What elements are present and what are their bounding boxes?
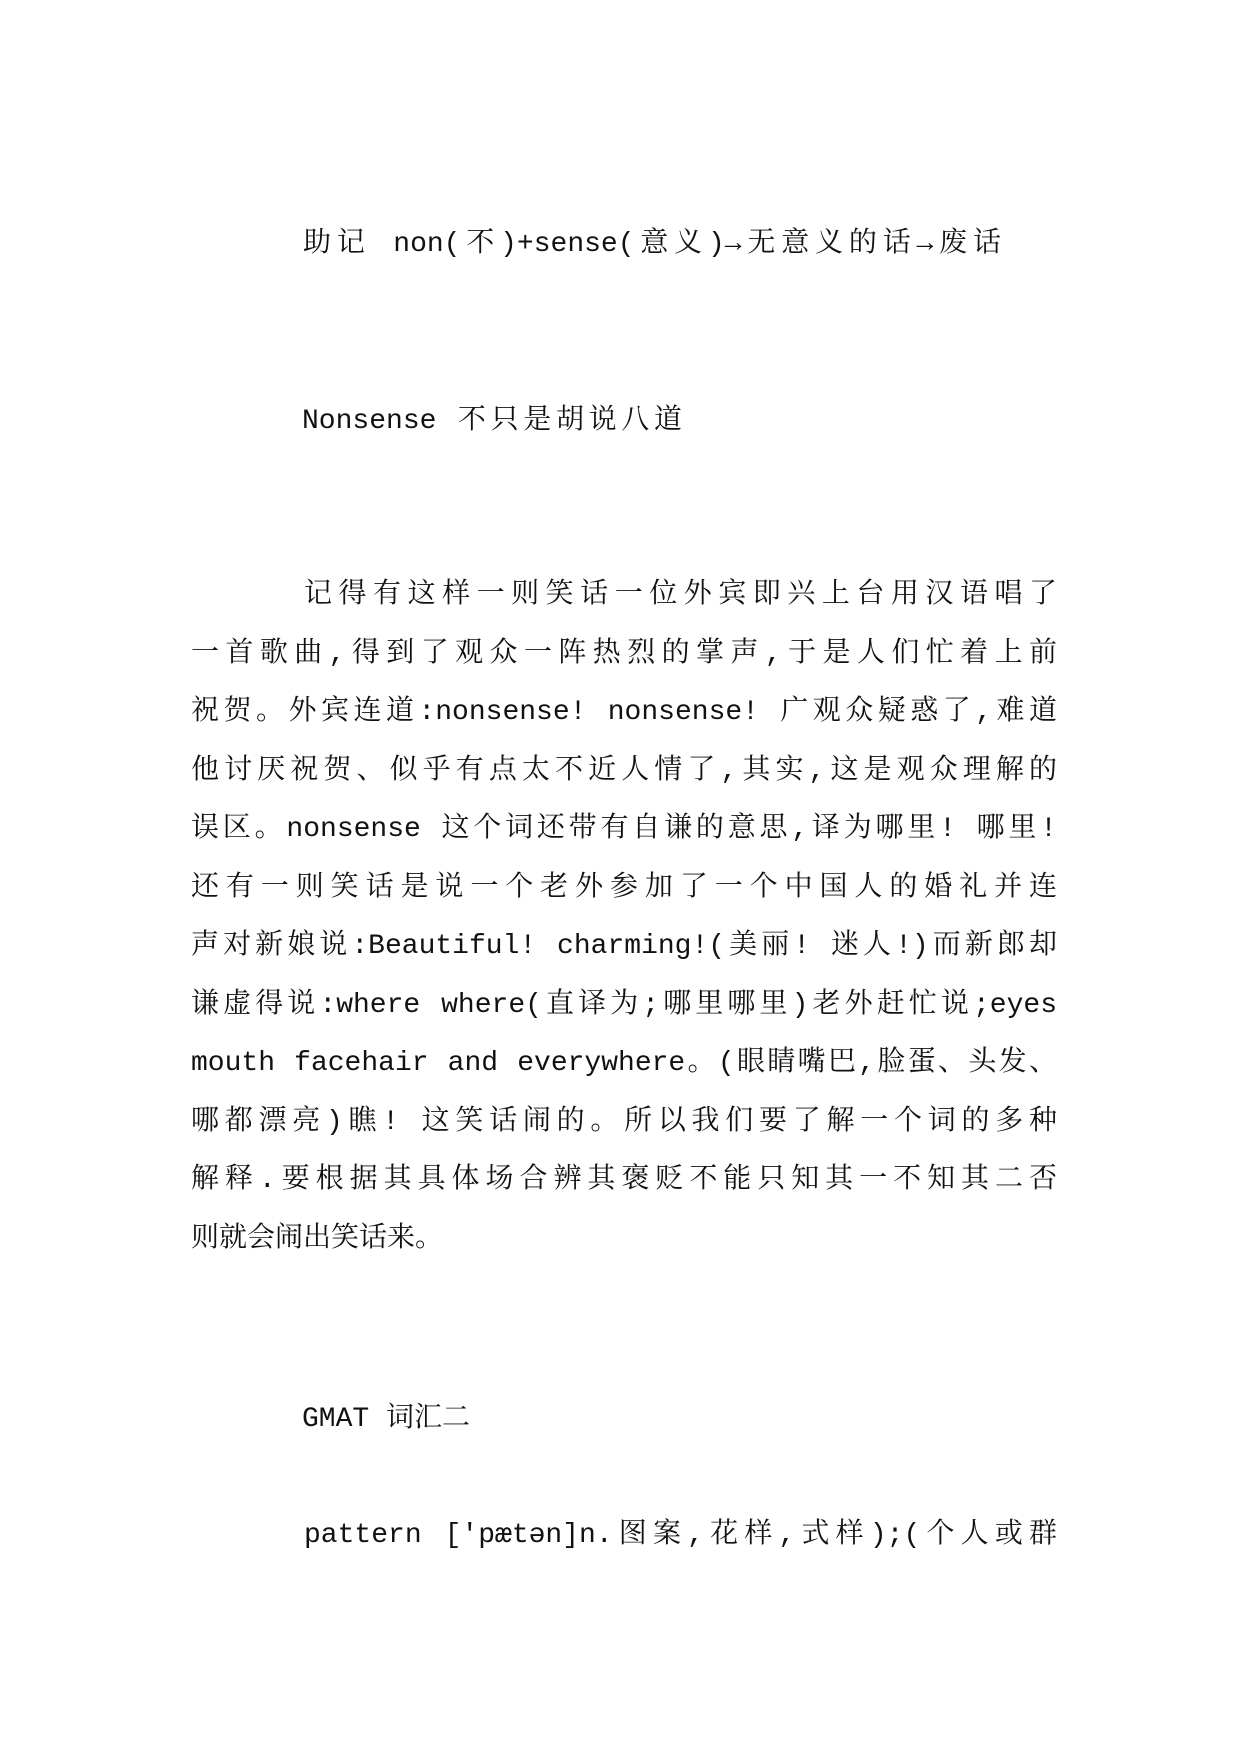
mnemonic-line: 助记 non(不)+sense(意义)→无意义的话→废话 [303,229,1001,260]
section-heading: Nonsense 不只是胡说八道 [302,406,682,437]
paragraph-line: 则就会闹出笑话来。 [191,1223,444,1255]
paragraph-line: 哪都漂亮)瞧! 这笑话闹的。所以我们要了解一个词的多种 [191,1106,1057,1138]
paragraph-line: mouth facehair and everywhere。(眼睛嘴巴,脸蛋、头发、 [191,1048,1057,1079]
paragraph-line: 解释.要根据其具体场合辨其褒贬不能只知其一不知其二否 [191,1165,1057,1196]
paragraph-line: 误区。nonsense 这个词还带有自谦的意思,译为哪里! 哪里! [191,814,1057,845]
paragraph-line: 记得有这样一则笑话一位外宾即兴上台用汉语唱了 [304,580,1057,611]
story-paragraph [191,567,1057,1269]
paragraph-line: 他讨厌祝贺、似乎有点太不近人情了,其实,这是观众理解的 [191,755,1057,787]
vocab-entry: pattern ['pætən]n.图案,花样,式样);(个人或群 [304,1520,1057,1551]
paragraph-line: 祝贺。外宾连道:nonsense! nonsense! 广观众疑惑了,难道 [191,697,1057,728]
paragraph-line: 谦虚得说:where where(直译为;哪里哪里)老外赶忙说;eyes [191,989,1057,1021]
paragraph-line: 一首歌曲,得到了观众一阵热烈的掌声,于是人们忙着上前 [191,638,1057,670]
paragraph-line: 还有一则笑话是说一个老外参加了一个中国人的婚礼并连 [191,872,1057,904]
paragraph-line: 声对新娘说:Beautiful! charming!(美丽! 迷人!)而新郎却 [191,931,1057,962]
vocab-heading: GMAT 词汇二 [302,1404,471,1435]
